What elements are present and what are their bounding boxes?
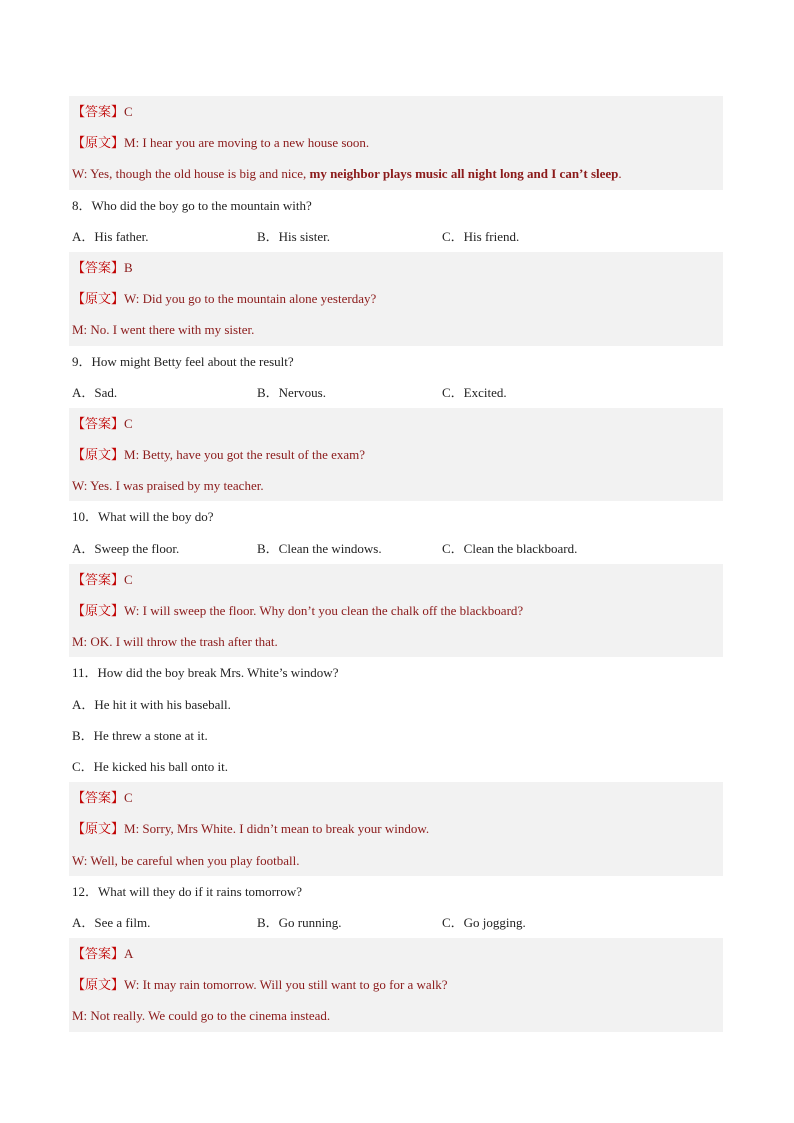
- transcript-row: [69, 439, 723, 470]
- answer-value: C: [124, 571, 133, 587]
- transcript-row: [69, 595, 723, 626]
- answer-row: [69, 252, 723, 283]
- transcript-label: 【原文】: [72, 447, 125, 463]
- transcript-label: 【原文】: [72, 291, 125, 307]
- transcript-text: M: Sorry, Mrs White. I didn’t mean to break your window.: [124, 821, 430, 837]
- options-row: [69, 907, 723, 938]
- options-row: [69, 377, 723, 408]
- answer-label: 【答案】: [72, 415, 125, 431]
- answer-label: 【答案】: [72, 104, 125, 119]
- transcript-label: 【原文】: [72, 603, 125, 618]
- answer-value: B: [124, 259, 133, 275]
- answer-row: [69, 782, 723, 813]
- option-a: A．Sweep the floor.: [72, 540, 180, 556]
- option-a: A．See a film.: [72, 914, 151, 930]
- option-a: A．His father.: [72, 228, 149, 244]
- transcript-text: M: I hear you are moving to a new house soon.: [124, 135, 370, 151]
- transcript-line: M: Not really. We could go to the cinema instead.: [69, 1000, 723, 1031]
- option-b: B．Go running.: [257, 914, 342, 930]
- transcript-label: 【原文】: [72, 821, 125, 837]
- option-b: B．Nervous.: [257, 384, 326, 400]
- transcript-row: [69, 969, 723, 1000]
- transcript-label: 【原文】: [72, 135, 125, 151]
- question-text: 11．How did the boy break Mrs. White’s window?: [72, 665, 339, 681]
- document-body: [69, 96, 723, 1032]
- option-a: A．Sad.: [72, 384, 118, 400]
- answer-value: C: [124, 790, 133, 806]
- answer-label: 【答案】: [72, 259, 125, 275]
- answer-value: C: [124, 415, 133, 431]
- option-c: C．His friend.: [442, 228, 520, 244]
- transcript-line: W: Yes. I was praised by my teacher.: [69, 470, 723, 501]
- transcript-text: W: Did you go to the mountain alone yesterday?: [124, 291, 377, 307]
- transcript-label: 【原文】: [72, 977, 125, 993]
- question-text: 10．What will the boy do?: [72, 509, 214, 525]
- option-line: B．He threw a stone at it.: [72, 727, 208, 743]
- transcript-text: M: Betty, have you got the result of the exam?: [124, 447, 366, 463]
- answer-row: [69, 564, 723, 595]
- answer-label: 【答案】: [72, 946, 125, 962]
- option-line: A．He hit it with his baseball.: [72, 696, 231, 712]
- transcript-text: W: I will sweep the floor. Why don’t you clean the chalk off the blackboard?: [124, 603, 524, 618]
- transcript-row: [69, 127, 723, 158]
- transcript-text: W: Yes, though the old house is big and nice,: [72, 166, 310, 182]
- answer-value: A: [124, 946, 134, 962]
- option-b: B．His sister.: [257, 228, 330, 244]
- transcript-line: M: No. I went there with my sister.: [69, 314, 723, 345]
- option-c: C．Excited.: [442, 384, 507, 400]
- question-text: 12．What will they do if it rains tomorrow?: [72, 883, 302, 899]
- transcript-highlight: my neighbor plays music all night long and I can’t sleep: [309, 166, 619, 182]
- option-c: C．Clean the blackboard.: [442, 540, 578, 556]
- transcript-line: [69, 158, 723, 189]
- answer-row: [69, 408, 723, 439]
- option-line: C．He kicked his ball onto it.: [72, 758, 228, 774]
- options-row: [69, 221, 723, 252]
- options-row: [69, 533, 723, 564]
- question-text: 8．Who did the boy go to the mountain with?: [72, 197, 312, 213]
- answer-row: [69, 938, 723, 969]
- transcript-row: [69, 813, 723, 844]
- transcript-text: .: [618, 166, 622, 182]
- transcript-text: W: It may rain tomorrow. Will you still want to go for a walk?: [124, 977, 448, 993]
- transcript-row: [69, 283, 723, 314]
- transcript-line: M: OK. I will throw the trash after that.: [69, 626, 723, 657]
- option-c: C．Go jogging.: [442, 914, 526, 930]
- question-text: 9．How might Betty feel about the result?: [72, 353, 294, 369]
- answer-label: 【答案】: [72, 571, 125, 587]
- answer-row: [69, 96, 723, 127]
- answer-label: 【答案】: [72, 790, 125, 806]
- answer-value: C: [124, 104, 133, 119]
- option-b: B．Clean the windows.: [257, 540, 382, 556]
- transcript-line: W: Well, be careful when you play football.: [69, 845, 723, 876]
